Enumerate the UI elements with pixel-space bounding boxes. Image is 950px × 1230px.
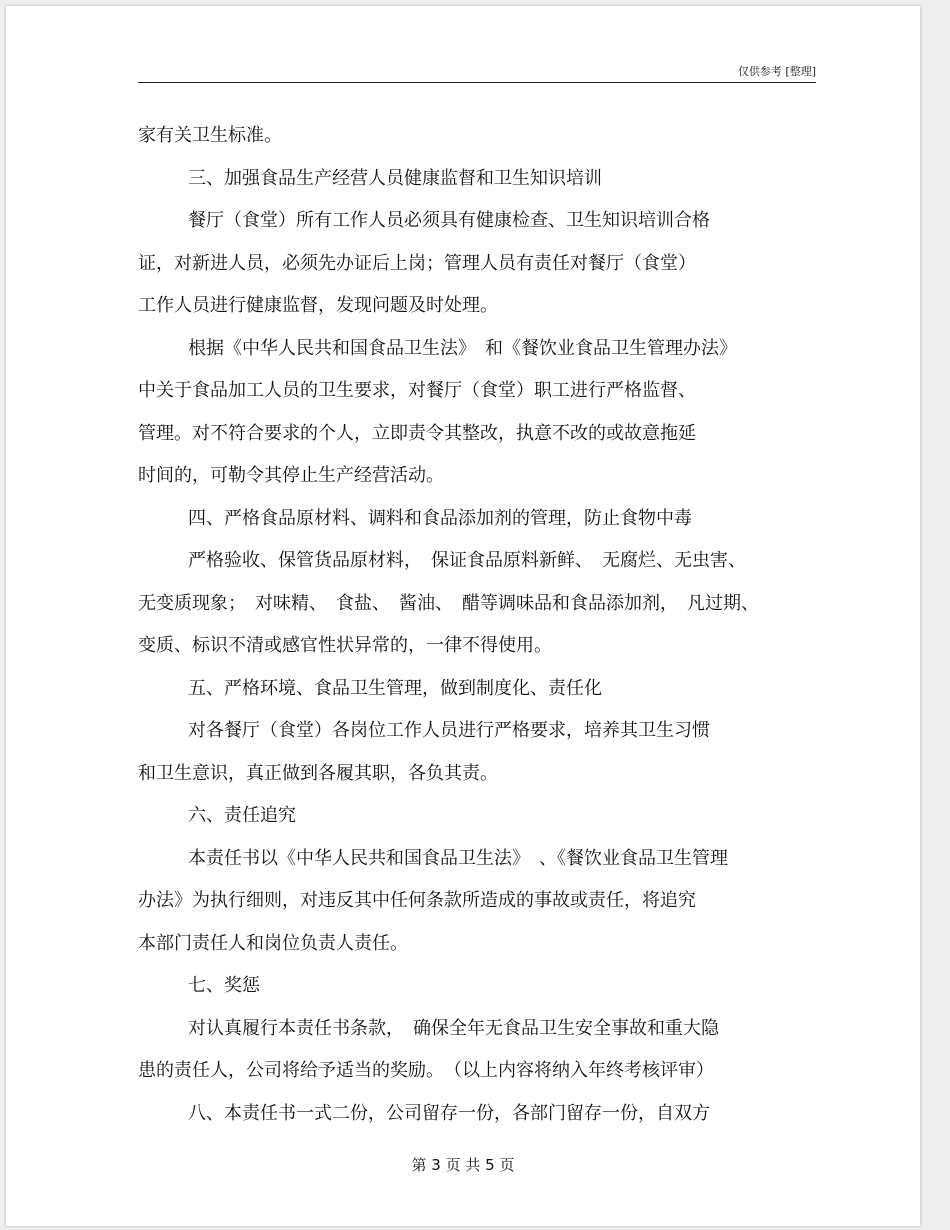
text-line: 时间的，可勒令其停止生产经营活动。: [138, 465, 444, 486]
text-line: 八、本责任书一式二份，公司留存一份，各部门留存一份，自双方: [188, 1102, 710, 1124]
text-line: 本责任书以《中华人民共和国食品卫生法》 、《餐饮业食品卫生管理: [188, 847, 728, 869]
page-header: [138, 56, 816, 83]
text-line: 根据《中华人民共和国食品卫生法》 和《餐饮业食品卫生管理办法》: [188, 337, 737, 359]
text-line: 本部门责任人和岗位负责人责任。: [138, 932, 408, 954]
document-page: [6, 6, 920, 1226]
text-line: 工作人员进行健康监督，发现问题及时处理。: [138, 295, 498, 316]
text-line: 六、责任追究: [188, 805, 296, 826]
text-line: 严格验收、保管货品原材料， 保证食品原料新鲜、 无腐烂、无虫害、: [188, 550, 746, 571]
text-line: 办法》为执行细则，对违反其中任何条款所造成的事故或责任，将追究: [138, 890, 696, 911]
text-line: 证，对新进人员，必须先办证后上岗；管理人员有责任对餐厅（食堂）: [138, 252, 696, 274]
text-line: 五、严格环境、食品卫生管理，做到制度化、责任化: [188, 677, 602, 699]
document-body: [138, 115, 828, 1135]
text-line: 和卫生意识，真正做到各履其职，各负其责。: [138, 762, 498, 784]
text-line: 餐厅（食堂）所有工作人员必须具有健康检查、卫生知识培训合格: [188, 210, 710, 231]
text-line: 家有关卫生标准。: [138, 125, 282, 146]
text-line: 四、严格食品原材料、调料和食品添加剂的管理，防止食物中毒: [188, 507, 692, 529]
text-line: 变质、标识不清或感官性状异常的，一律不得使用。: [138, 635, 552, 656]
page-footer: 第 3 页 共 5 页: [411, 1156, 515, 1174]
text-line: 管理。对不符合要求的个人，立即责令其整改，执意不改的或故意拖延: [138, 422, 696, 444]
text-line: 对各餐厅（食堂）各岗位工作人员进行严格要求，培养其卫生习惯: [188, 720, 710, 741]
text-line: 三、加强食品生产经营人员健康监督和卫生知识培训: [188, 167, 602, 189]
header-text: 仅供参考 [整理]: [737, 65, 816, 78]
text-line: 患的责任人，公司将给予适当的奖励。 （以上内容将纳入年终考核评审）: [138, 1060, 714, 1081]
text-line: 无变质现象； 对味精、 食盐、 酱油、 醋等调味品和食品添加剂， 凡过期、: [138, 592, 759, 614]
text-line: 七、奖惩: [188, 975, 260, 996]
text-line: 中关于食品加工人员的卫生要求，对餐厅（食堂）职工进行严格监督、: [138, 380, 696, 401]
text-line: 对认真履行本责任书条款， 确保全年无食品卫生安全事故和重大隐: [188, 1017, 719, 1039]
